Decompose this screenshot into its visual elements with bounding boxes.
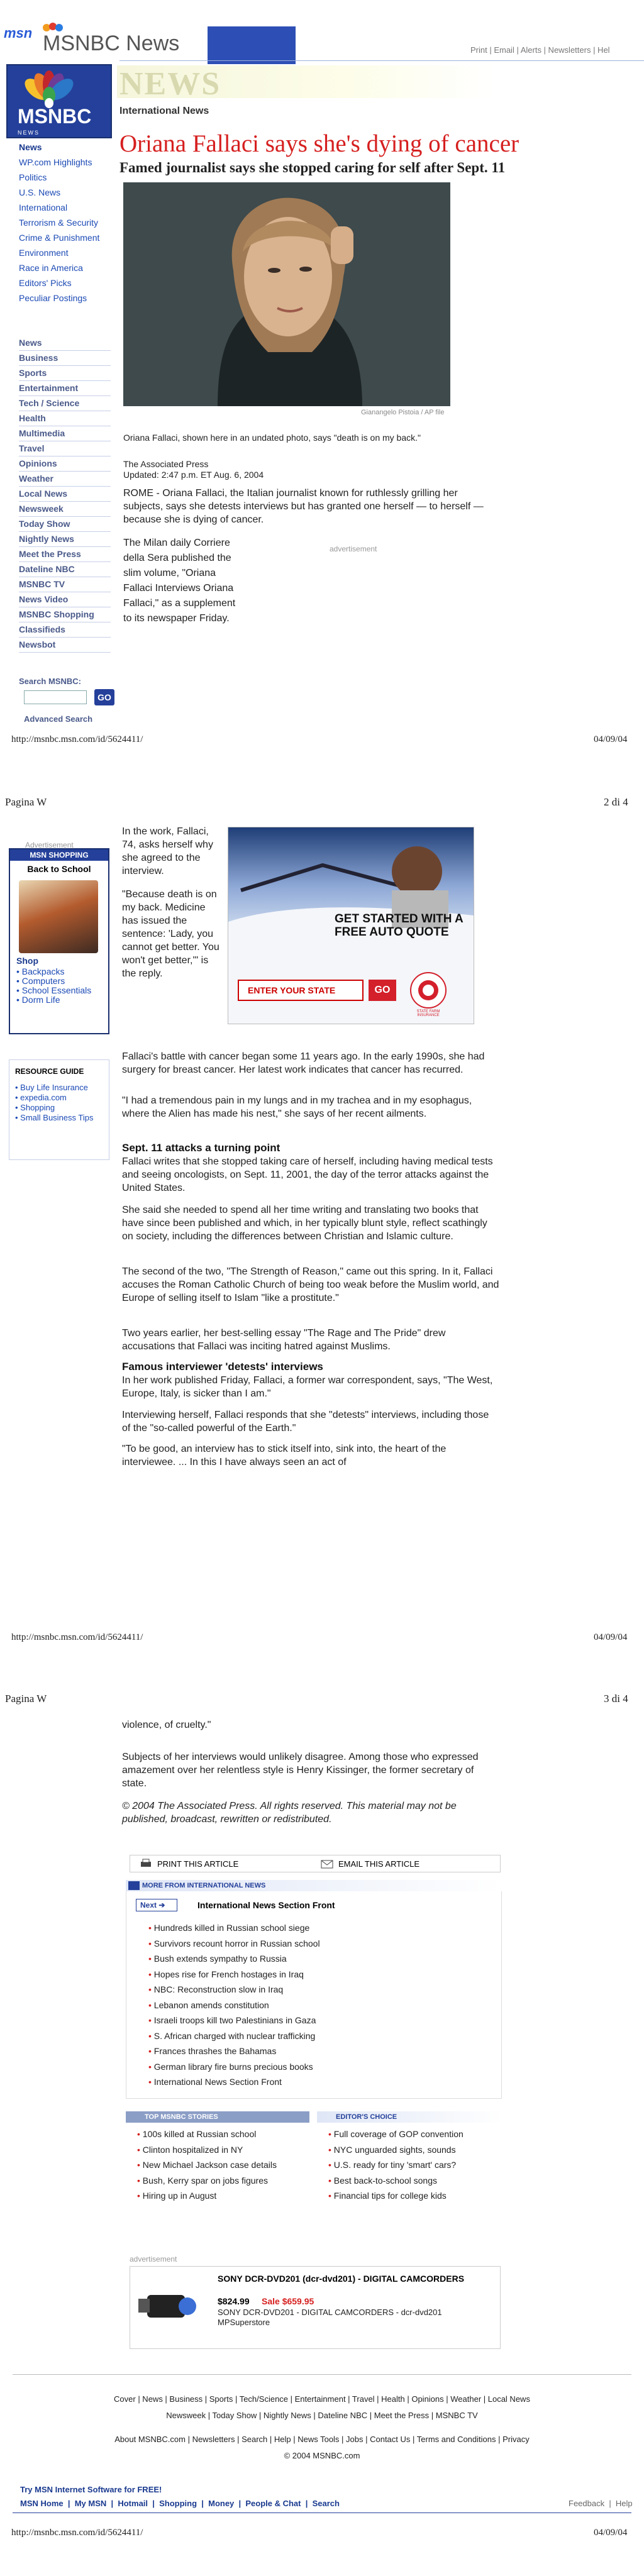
nav-item[interactable]: Crime & Punishment	[19, 233, 100, 243]
more-news-item[interactable]: • Bush extends sympathy to Russia	[148, 1951, 475, 1967]
page-label-3: Pagina W	[5, 1693, 47, 1705]
more-news-item[interactable]: • Israeli troops kill two Palestinians in Gaza	[148, 2013, 475, 2028]
nav-item[interactable]: Politics	[19, 172, 47, 182]
feedback-help[interactable]: Feedback | Help	[569, 2499, 633, 2508]
page-label: Pagina W	[5, 796, 47, 808]
nav-item[interactable]: Terrorism & Security	[19, 218, 99, 228]
nav-item[interactable]: U.S. News	[19, 187, 61, 197]
nav-item[interactable]: Nightly News	[19, 532, 111, 547]
footer-copyright: © 2004 MSNBC.com	[284, 2451, 360, 2460]
printer-icon[interactable]	[140, 1859, 152, 1869]
byline-updated: Updated: 2:47 p.m. ET Aug. 6, 2004	[123, 470, 264, 480]
print-url-3: http://msnbc.msn.com/id/5624411/	[11, 2528, 143, 2538]
news-banner-text: NEWS	[119, 66, 221, 102]
page-number-3: 3 di 4	[604, 1693, 628, 1705]
print-url: http://msnbc.msn.com/id/5624411/	[11, 734, 143, 744]
editors-choice-head: EDITOR'S CHOICE	[317, 2111, 502, 2123]
top-stories-list	[137, 2126, 307, 2204]
resource-link[interactable]: • expedia.com	[15, 1093, 67, 1102]
msn-try-link[interactable]: Try MSN Internet Software for FREE!	[20, 2485, 162, 2494]
envelope-icon[interactable]	[321, 1860, 333, 1869]
advanced-search-link[interactable]: Advanced Search	[24, 714, 93, 724]
photo-credit: Gianangelo Pistoia / AP file	[361, 409, 445, 416]
article-para-pain: "I had a tremendous pain in my lungs and in my trachea and in my esophagus, where the Alien has made his nest," she says of her recent ailments.	[122, 1095, 472, 1119]
more-from-head: MORE FROM INTERNATIONAL NEWS	[142, 1882, 266, 1889]
ad-go-button[interactable]: GO	[369, 980, 396, 1001]
headline: Oriana Fallaci says she's dying of cancer	[119, 130, 519, 157]
more-news-item[interactable]: • S. African charged with nuclear trafficking	[148, 2028, 475, 2044]
nav-item[interactable]: News Video	[19, 592, 111, 607]
resource-link[interactable]: • Small Business Tips	[15, 1113, 94, 1122]
top-stories-head: TOP MSNBC STORIES	[126, 2111, 309, 2123]
nav-item[interactable]: Local News	[19, 487, 111, 502]
msnbc-logo-sub: NEWS	[18, 130, 40, 136]
nav-item[interactable]: Dateline NBC	[19, 562, 111, 577]
editors-choice-item[interactable]: • Full coverage of GOP convention	[328, 2126, 498, 2142]
nav-item[interactable]: News	[19, 142, 42, 152]
nav-item[interactable]: Sports	[19, 366, 111, 381]
nav-item[interactable]: Health	[19, 411, 111, 426]
shopping-shop-label: Shop	[16, 956, 38, 966]
top-story-item[interactable]: • Clinton hospitalized in NY	[137, 2142, 307, 2158]
top-story-item[interactable]: • Hiring up in August	[137, 2188, 307, 2204]
resource-guide-head: RESOURCE GUIDE	[15, 1067, 84, 1076]
nav-item[interactable]: Meet the Press	[19, 547, 111, 562]
nav-item[interactable]: MSNBC TV	[19, 577, 111, 592]
article-para-second: The second of the two, "The Strength of Reason," came out this spring. In it, Fallaci accuses the Roman Catholic Church of being too weak before the Muslim world, and Europe of selling itself to Islam "like a prostitute."	[122, 1266, 499, 1303]
nav-item[interactable]: News	[19, 336, 111, 351]
more-news-item[interactable]: • International News Section Front	[148, 2074, 475, 2090]
product-sale: Sale $659.95	[262, 2296, 314, 2306]
resource-link[interactable]: • Buy Life Insurance	[15, 1083, 88, 1092]
photo-caption: Oriana Fallaci, shown here in an undated photo, says "death is on my back."	[123, 433, 421, 443]
article-para-death: "Because death is on my back. Medicine has issued the sentence: 'Lady, you cannot get better. You won't get better,'" is the reply.	[122, 889, 219, 979]
resource-links	[15, 1083, 103, 1123]
header-divider	[119, 60, 644, 61]
more-list	[148, 1920, 475, 2090]
header-banner	[208, 26, 296, 64]
portrait-illustration	[123, 182, 450, 406]
print-date-2: 04/09/04	[594, 1632, 628, 1642]
site-name: MSNBC News	[43, 31, 180, 55]
nav-item[interactable]: MSNBC Shopping	[19, 607, 111, 622]
nav-item[interactable]: Opinions	[19, 456, 111, 472]
more-news-item[interactable]: • Hundreds killed in Russian school siege	[148, 1920, 475, 1936]
nav-item[interactable]: Travel	[19, 441, 111, 456]
peacock-icon	[18, 70, 80, 108]
search-go-button[interactable]: GO	[94, 689, 114, 705]
article-photo	[123, 182, 450, 406]
nav-item[interactable]: Today Show	[19, 517, 111, 532]
nav-item[interactable]: Newsbot	[19, 638, 111, 653]
nav-item[interactable]: Entertainment	[19, 381, 111, 396]
shopping-link[interactable]: • Backpacks	[16, 966, 65, 976]
msnbc-logo-text: MSNBC	[18, 105, 92, 128]
article-para-interviewing: Interviewing herself, Fallaci responds that she "detests" interviews, including those of the "so-called powerful of the Earth."	[122, 1410, 489, 1434]
more-news-item[interactable]: • Hopes rise for French hostages in Iraq	[148, 1967, 475, 1982]
more-news-item[interactable]: • NBC: Reconstruction slow in Iraq	[148, 1982, 475, 1998]
article-para-violence: violence, of cruelty."	[122, 1720, 211, 1730]
shopping-links	[16, 967, 104, 1005]
shopping-title: Back to School	[27, 864, 91, 874]
byline	[123, 459, 264, 480]
article-para-famous: In her work published Friday, Fallaci, a former war correspondent, says, "The West, Europe, Italy, is sicker than I am."	[122, 1375, 493, 1399]
print-url-2: http://msnbc.msn.com/id/5624411/	[11, 1632, 143, 1642]
shopping-image	[19, 880, 98, 953]
msn-footer-rule	[13, 2512, 631, 2513]
advertisement-label: advertisement	[330, 544, 377, 553]
editors-choice-item[interactable]: • Best back-to-school songs	[328, 2173, 498, 2189]
search-label: Search MSNBC:	[19, 677, 81, 686]
subhead-sept11: Sept. 11 attacks a turning point	[122, 1142, 280, 1154]
article-para-time: She said she needed to spend all her time writing and translating two books that have since been published and which, in her typically blunt style, reflect scathingly on society, including the differences between Christian and Islamic culture.	[122, 1205, 487, 1242]
article-para-good: "To be good, an interview has to stick itself into, sink into, the heart of the interviewee. ... In this I have always seen an act of	[122, 1444, 447, 1468]
next-button[interactable]: Next ➔	[136, 1899, 177, 1911]
state-farm-icon	[411, 973, 445, 1007]
article-para-milan: The Milan daily Corriere della Sera published the slim volume, "Oriana Fallaci Interviews Oriana Fallaci," as a supplement to its newspaper Friday.	[123, 538, 236, 624]
product-title[interactable]: SONY DCR-DVD201 (dcr-dvd201) - DIGITAL CAMCORDERS	[218, 2274, 465, 2284]
page-number: 2 di 4	[604, 796, 628, 808]
article-para-work: In the work, Fallaci, 74, asks herself why she agreed to the interview.	[122, 826, 213, 876]
product-ad-label: advertisement	[130, 2255, 177, 2264]
resource-link[interactable]: • Shopping	[15, 1103, 55, 1112]
article-lead: ROME - Oriana Fallaci, the Italian journalist known for ruthlessly grilling her subjects, says she detests interviews but has granted one herself — to herself — because she is dying of cancer.	[123, 488, 484, 525]
nav-item[interactable]: WP.com Highlights	[19, 157, 92, 167]
secondary-nav	[19, 336, 111, 653]
state-farm-logo	[410, 972, 447, 1009]
product-desc: SONY DCR-DVD201 - DIGITAL CAMCORDERS - dcr-dvd201	[218, 2308, 442, 2317]
nav-item[interactable]: Business	[19, 351, 111, 366]
shopping-head: MSN SHOPPING	[10, 849, 108, 861]
section-label: International News	[119, 106, 209, 116]
nav-item[interactable]: Tech / Science	[19, 396, 111, 411]
msn-links[interactable]: MSN Home | My MSN | Hotmail | Shopping | Money | People & Chat | Search	[20, 2499, 340, 2508]
article-para-sept: Fallaci writes that she stopped taking care of herself, including having medical tests and seeing oncologists, on Sept. 11, 2001, the day of the terror attacks against the United States.	[122, 1156, 493, 1193]
more-news-item[interactable]: • Survivors recount horror in Russian school	[148, 1936, 475, 1952]
nav-item[interactable]: Weather	[19, 472, 111, 487]
shopping-link[interactable]: • School Essentials	[16, 985, 92, 995]
editors-choice-list	[328, 2126, 498, 2204]
nav-item[interactable]: Peculiar Postings	[19, 293, 87, 303]
top-links[interactable]: Print | Email | Alerts | Newsletters | Hel	[470, 45, 610, 55]
product-price: $824.99	[218, 2296, 250, 2306]
article-para-subjects: Subjects of her interviews would unlikely disagree. Among those who expressed amazement over her relentless style is Henry Kissinger, the former secretary of state.	[122, 1752, 479, 1789]
top-story-item[interactable]: • New Michael Jackson case details	[137, 2157, 307, 2173]
state-farm-text: STATE FARM INSURANCE	[416, 1010, 440, 1017]
footer-links-3[interactable]: About MSNBC.com | Newsletters | Search | Help | News Tools | Jobs | Contact Us | Terms and Conditions | Privacy	[114, 2435, 530, 2444]
nav-item[interactable]: Classifieds	[19, 622, 111, 638]
article-para-rage: Two years earlier, her best-selling essay "The Rage and The Pride" drew accusations that Fallaci was inciting hatred against Muslims.	[122, 1328, 446, 1352]
article-para-battle: Fallaci's battle with cancer began some 11 years ago. In the early 1990s, she had surgery for breast cancer. Her latest work indicates that cancer has recurred.	[122, 1051, 485, 1075]
camcorder-icon	[135, 2276, 204, 2333]
copyright: © 2004 The Associated Press. All rights reserved. This material may not be published, broadcast, rewritten or redistributed.	[122, 1801, 457, 1825]
shopping-link[interactable]: • Computers	[16, 976, 65, 986]
nav-item[interactable]: Environment	[19, 248, 69, 258]
print-article-link[interactable]: PRINT THIS ARTICLE	[157, 1859, 239, 1869]
nbc-mini-icon	[128, 1881, 140, 1890]
byline-source: The Associated Press	[123, 459, 209, 469]
top-story-item[interactable]: • 100s killed at Russian school	[137, 2126, 307, 2142]
top-story-item[interactable]: • Bush, Kerry spar on jobs figures	[137, 2173, 307, 2189]
search-input[interactable]	[24, 690, 87, 704]
print-date: 04/09/04	[594, 734, 628, 744]
more-news-item[interactable]: • Lebanon amends constitution	[148, 1998, 475, 2013]
section-front-title: International News Section Front	[197, 1900, 335, 1910]
ad-state-input[interactable]: ENTER YOUR STATE	[238, 980, 364, 1001]
nav-item[interactable]: Race in America	[19, 263, 83, 273]
next-label: Next	[140, 1901, 157, 1910]
footer-links-1[interactable]: Cover | News | Business | Sports | Tech/Science | Entertainment | Travel | Health | Opinions | Weather | Local News	[114, 2394, 530, 2404]
editors-choice-item[interactable]: • NYC unguarded sights, sounds	[328, 2142, 498, 2158]
nav-item[interactable]: International	[19, 202, 68, 213]
nav-item[interactable]: Newsweek	[19, 502, 111, 517]
footer-links-2[interactable]: Newsweek | Today Show | Nightly News | Dateline NBC | Meet the Press | MSNBC TV	[166, 2411, 478, 2420]
editors-choice-item[interactable]: • Financial tips for college kids	[328, 2188, 498, 2204]
shopping-link[interactable]: • Dorm Life	[16, 995, 60, 1005]
subhead-interviewer: Famous interviewer 'detests' interviews	[122, 1361, 323, 1373]
more-news-item[interactable]: • Frances thrashes the Bahamas	[148, 2043, 475, 2059]
editors-choice-item[interactable]: • U.S. ready for tiny 'smart' cars?	[328, 2157, 498, 2173]
print-date-3: 04/09/04	[594, 2528, 628, 2538]
primary-nav	[19, 140, 99, 306]
subheadline: Famed journalist says she stopped caring for self after Sept. 11	[119, 160, 506, 175]
nav-item[interactable]: Editors' Picks	[19, 278, 72, 288]
shopping-ad-label: Advertisement	[25, 841, 74, 849]
msn-logo[interactable]: msn	[4, 25, 33, 41]
product-store[interactable]: MPSuperstore	[218, 2318, 270, 2327]
email-article-link[interactable]: EMAIL THIS ARTICLE	[338, 1859, 420, 1869]
nav-item[interactable]: Multimedia	[19, 426, 111, 441]
footer-divider	[13, 2374, 631, 2375]
ad-title: GET STARTED WITH A FREE AUTO QUOTE	[335, 912, 464, 939]
more-news-item[interactable]: • German library fire burns precious books	[148, 2059, 475, 2075]
